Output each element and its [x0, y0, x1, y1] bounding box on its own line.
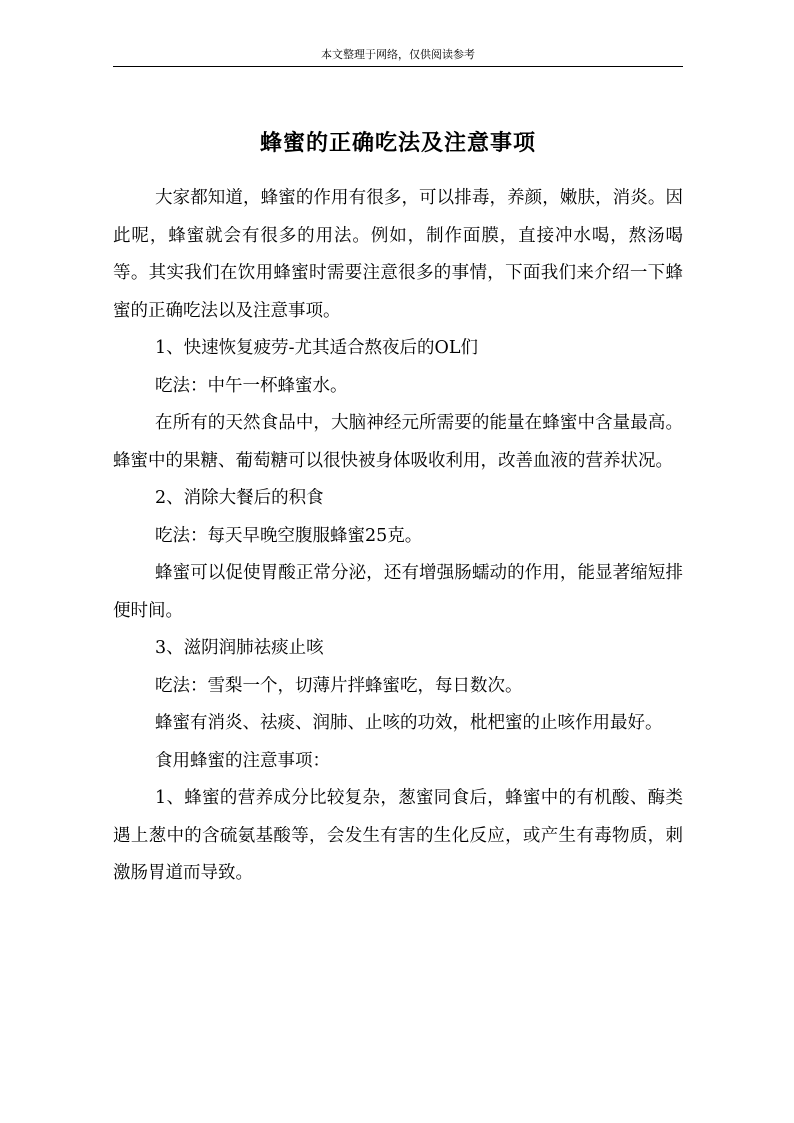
explanation-1: 在所有的天然食品中，大脑神经元所需要的能量在蜂蜜中含量最高。蜂蜜中的果糖、葡萄糖可以很快被身体吸收利用，改善血液的营养状况。 [113, 413, 683, 471]
section-heading-3: 3、滋阴润肺祛痰止咳 [155, 638, 324, 658]
document-body [113, 180, 683, 893]
header-divider [113, 66, 683, 67]
section-heading-1: 1、快速恢复疲劳-尤其适合熬夜后的OL们 [155, 338, 479, 358]
explanation-2: 蜂蜜可以促使胃酸正常分泌，还有增强肠蠕动的作用，能显著缩短排便时间。 [113, 563, 683, 621]
page-header: 本文整理于网络，仅供阅读参考 [321, 48, 475, 61]
precaution-1: 1、蜂蜜的营养成分比较复杂，葱蜜同食后，蜂蜜中的有机酸、酶类遇上葱中的含硫氨基酸等，会发生有害的生化反应，或产生有毒物质，刺激肠胃道而导致。 [113, 788, 683, 883]
method-3: 吃法：雪梨一个，切薄片拌蜂蜜吃，每日数次。 [155, 675, 523, 696]
method-1: 吃法：中午一杯蜂蜜水。 [155, 375, 348, 396]
section-heading-2: 2、消除大餐后的积食 [155, 488, 324, 508]
explanation-3: 蜂蜜有消炎、祛痰、润肺、止咳的功效，枇杷蜜的止咳作用最好。 [155, 713, 663, 733]
method-2: 吃法：每天早晚空腹服蜂蜜25克。 [155, 525, 423, 546]
intro-paragraph: 大家都知道，蜂蜜的作用有很多，可以排毒，养颜，嫩肤，消炎。因此呢，蜂蜜就会有很多的用法。例如，制作面膜，直接冲水喝，熬汤喝等。其实我们在饮用蜂蜜时需要注意很多的事情，下面我们来介绍一下蜂蜜的正确吃法以及注意事项。 [113, 188, 683, 321]
precautions-heading: 食用蜂蜜的注意事项： [155, 750, 330, 771]
document-title: 蜂蜜的正确吃法及注意事项 [259, 131, 536, 156]
